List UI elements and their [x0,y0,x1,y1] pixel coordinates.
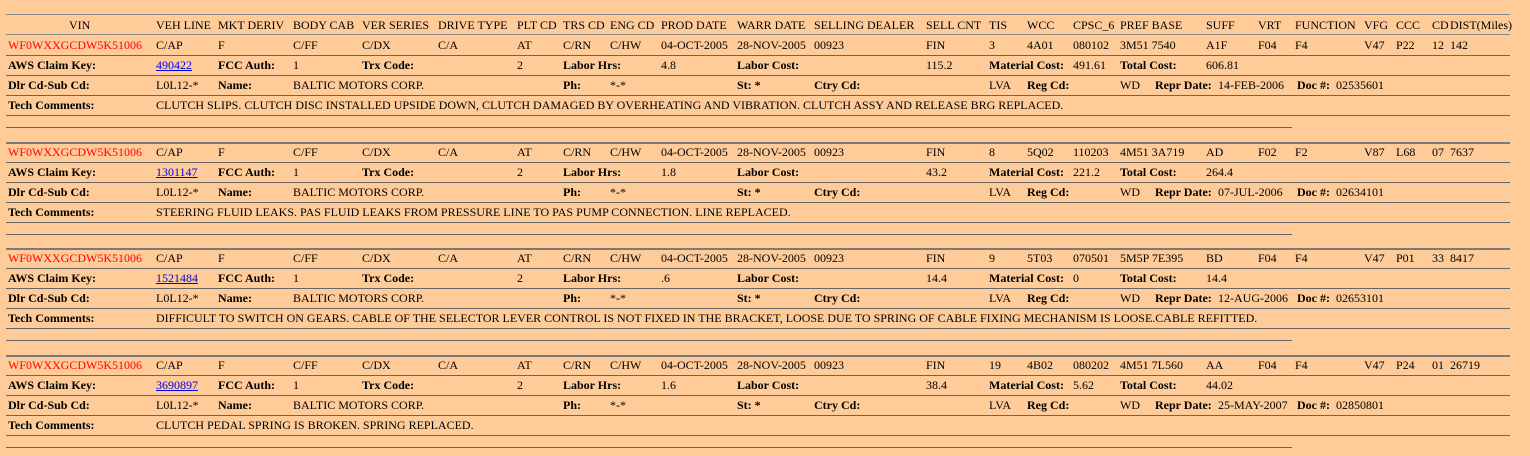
drive-type-value: C/A [438,358,459,372]
phone-value: *-* [610,291,626,305]
tech-comments-label: Tech Comments: [8,98,95,112]
dlr-cd-sub-cd-label: Dlr Cd-Sub Cd: [8,398,90,412]
phone-label: Ph: [563,78,581,92]
labor-hrs-label: Labor Hrs: [563,378,622,392]
ctry-cd-value: LVA [989,78,1012,92]
dlr-cd-sub-cd-label: Dlr Cd-Sub Cd: [8,185,90,199]
prod-date-value: 04-OCT-2005 [661,145,728,159]
row-rule [6,202,1510,203]
sell-cnt-value: FIN [926,251,946,265]
column-header-suff: SUFF [1206,18,1235,32]
doc-num-value: 02653101 [1336,291,1384,305]
material-cost-value: 0 [1073,271,1079,285]
row-rule [6,268,1510,269]
ccc-value: P24 [1396,358,1415,372]
body-cab-value: C/FF [293,358,318,372]
pref-base-value: 4M51 7L560 [1120,358,1183,372]
veh-line-value: C/AP [156,145,183,159]
wcc-value: 4B02 [1027,358,1054,372]
tech-comments-value: DIFFICULT TO SWITCH ON GEARS. CABLE OF THE SELECTOR LEVER CONTROL IS NOT FIXED IN THE BRACKET, LOOSE DUE TO SPRING OF CABLE FIXING MECHANISM IS LOOSE.CABLE REFITTED. [156,311,1258,325]
repr-date-label: Repr Date: [1155,291,1212,305]
labor-hrs-label: Labor Hrs: [563,58,622,72]
cd-value: 07 [1432,145,1444,159]
column-header-trs-cd: TRS CD [563,18,605,32]
dlr-cd-sub-cd-value: L0L12-* [156,78,199,92]
dlr-cd-sub-cd-label: Dlr Cd-Sub Cd: [8,78,90,92]
dealer-name-label: Name: [218,185,252,199]
sell-cnt-value: FIN [926,38,946,52]
total-cost-value: 44.02 [1206,378,1233,392]
dealer-name-label: Name: [218,291,252,305]
cd-value: 33 [1432,251,1444,265]
fcc-auth-label: FCC Auth: [218,378,276,392]
ccc-value: P01 [1396,251,1415,265]
state-label: St: * [737,291,761,305]
wcc-value: 5Q02 [1027,145,1054,159]
vrt-value: F04 [1258,358,1277,372]
eng-cd-value: C/HW [610,38,642,52]
dealer-name-label: Name: [218,398,252,412]
ctry-cd-value: LVA [989,291,1012,305]
reg-cd-value: WD [1120,185,1140,199]
cd-value: 01 [1432,358,1444,372]
dlr-cd-sub-cd-value: L0L12-* [156,398,199,412]
row-rule [6,288,1510,289]
labor-hrs-value: 1.8 [661,165,676,179]
fcc-auth-value: 1 [293,165,299,179]
mkt-deriv-value: F [218,145,225,159]
row-rule [6,328,1510,329]
trx-code-label: Trx Code: [362,165,415,179]
mkt-deriv-value: F [218,38,225,52]
column-header-veh-line: VEH LINE [156,18,211,32]
total-cost-label: Total Cost: [1120,378,1177,392]
suff-value: A1F [1206,38,1228,52]
pref-base-value: 5M5P 7E395 [1120,251,1184,265]
vfg-value: V47 [1364,358,1385,372]
row-rule [6,162,1510,163]
wcc-value: 5T03 [1027,251,1053,265]
veh-line-value: C/AP [156,251,183,265]
dealer-name-label: Name: [218,78,252,92]
veh-line-value: C/AP [156,38,183,52]
fcc-auth-value: 1 [293,58,299,72]
drive-type-value: C/A [438,145,459,159]
vin-value: WF0WXXGCDW5K51006 [8,251,142,265]
reg-cd-value: WD [1120,78,1140,92]
selling-dealer-value: 00923 [814,38,844,52]
repr-date-value: 25-MAY-2007 [1218,398,1288,412]
labor-hrs-label: Labor Hrs: [563,271,622,285]
material-cost-label: Material Cost: [989,378,1064,392]
tis-value: 3 [989,38,995,52]
cpsc-value: 080102 [1073,38,1109,52]
reg-cd-label: Reg Cd: [1027,78,1070,92]
aws-claim-key-label: AWS Claim Key: [8,58,96,72]
fcc-auth-value: 1 [293,378,299,392]
warr-date-value: 28-NOV-2005 [737,251,806,265]
row-rule [6,222,1510,223]
suff-value: AD [1206,145,1224,159]
cd-value: 12 [1432,38,1444,52]
fcc-auth-label: FCC Auth: [218,58,276,72]
total-cost-value: 606.81 [1206,58,1239,72]
repr-date-label: Repr Date: [1155,78,1212,92]
mkt-deriv-value: F [218,251,225,265]
reg-cd-value: WD [1120,398,1140,412]
row-rule [6,415,1510,416]
labor-hrs-value: 4.8 [661,58,676,72]
labor-cost-label: Labor Cost: [737,378,800,392]
ver-series-value: C/DX [362,145,391,159]
tech-comments-value: CLUTCH SLIPS. CLUTCH DISC INSTALLED UPSIDE DOWN, CLUTCH DAMAGED BY OVERHEATING AND VIBRATION. CLUTCH ASSY AND RELEASE BRG REPLACED. [156,98,1064,112]
record-separator-rule [6,340,1292,341]
warr-date-value: 28-NOV-2005 [737,358,806,372]
body-cab-value: C/FF [293,145,318,159]
column-header-vin: VIN [69,18,91,32]
row-rule [6,75,1510,76]
column-header-sell-cnt: SELL CNT [926,18,982,32]
material-cost-label: Material Cost: [989,58,1064,72]
tis-value: 19 [989,358,1001,372]
total-cost-label: Total Cost: [1120,58,1177,72]
state-label: St: * [737,185,761,199]
drive-type-value: C/A [438,251,459,265]
aws-claim-key-link[interactable]: 3690897 [156,378,198,392]
sell-cnt-value: FIN [926,358,946,372]
column-header-ver-series: VER SERIES [362,18,430,32]
trx-code-value: 2 [517,165,523,179]
aws-claim-key-link[interactable]: 1301147 [156,165,198,179]
repr-date-value: 07-JUL-2006 [1218,185,1283,199]
column-header-pref-base: PREF BASE [1120,18,1183,32]
record-separator-rule [6,127,1292,128]
labor-hrs-label: Labor Hrs: [563,165,622,179]
labor-cost-value: 43.2 [926,165,947,179]
suff-value: AA [1206,358,1224,372]
prod-date-value: 04-OCT-2005 [661,251,728,265]
fcc-auth-value: 1 [293,271,299,285]
dealer-name-value: BALTIC MOTORS CORP. [293,78,425,92]
dlr-cd-sub-cd-value: L0L12-* [156,291,199,305]
ccc-value: P22 [1396,38,1415,52]
column-header-tis: TIS [989,18,1007,32]
trx-code-value: 2 [517,378,523,392]
phone-value: *-* [610,78,626,92]
tis-value: 8 [989,145,995,159]
phone-label: Ph: [563,291,581,305]
tech-comments-value: STEERING FLUID LEAKS. PAS FLUID LEAKS FROM PRESSURE LINE TO PAS PUMP CONNECTION. LINE REPLACED. [156,205,791,219]
labor-cost-value: 38.4 [926,378,947,392]
row-rule [6,55,1510,56]
plt-cd-value: AT [517,38,532,52]
repr-date-label: Repr Date: [1155,185,1212,199]
body-cab-value: C/FF [293,251,318,265]
labor-cost-value: 14.4 [926,271,947,285]
trx-code-value: 2 [517,58,523,72]
doc-num-value: 02850801 [1336,398,1384,412]
column-header-vrt: VRT [1258,18,1282,32]
record-top-rule [6,355,1510,357]
eng-cd-value: C/HW [610,145,642,159]
column-header-warr-date: WARR DATE [737,18,806,32]
plt-cd-value: AT [517,251,532,265]
warr-date-value: 28-NOV-2005 [737,145,806,159]
doc-num-value: 02634101 [1336,185,1384,199]
dealer-name-value: BALTIC MOTORS CORP. [293,185,425,199]
phone-value: *-* [610,185,626,199]
function-value: F2 [1295,145,1308,159]
total-cost-value: 14.4 [1206,271,1227,285]
repr-date-value: 12-AUG-2006 [1218,291,1288,305]
dist-value: 8417 [1450,251,1474,265]
reg-cd-label: Reg Cd: [1027,185,1070,199]
cpsc-value: 110203 [1073,145,1109,159]
labor-cost-label: Labor Cost: [737,165,800,179]
row-rule [6,115,1510,116]
labor-cost-value: 115.2 [926,58,953,72]
trx-code-value: 2 [517,271,523,285]
dist-value: 7637 [1450,145,1474,159]
vfg-value: V87 [1364,145,1385,159]
record-separator-rule [6,447,1292,448]
material-cost-label: Material Cost: [989,165,1064,179]
plt-cd-value: AT [517,358,532,372]
state-label: St: * [737,398,761,412]
body-cab-value: C/FF [293,38,318,52]
trs-cd-value: C/RN [563,145,592,159]
column-header-function: FUNCTION [1295,18,1356,32]
trx-code-label: Trx Code: [362,378,415,392]
total-cost-label: Total Cost: [1120,271,1177,285]
row-rule [6,395,1510,396]
mkt-deriv-value: F [218,358,225,372]
aws-claim-key-label: AWS Claim Key: [8,271,96,285]
plt-cd-value: AT [517,145,532,159]
column-header-prod-date: PROD DATE [661,18,727,32]
column-header-selling-dealer: SELLING DEALER [814,18,915,32]
vfg-value: V47 [1364,251,1385,265]
selling-dealer-value: 00923 [814,251,844,265]
function-value: F4 [1295,358,1308,372]
ctry-cd-value: LVA [989,185,1012,199]
reg-cd-value: WD [1120,291,1140,305]
pref-base-value: 3M51 7540 [1120,38,1176,52]
dist-value: 142 [1450,38,1468,52]
phone-value: *-* [610,398,626,412]
aws-claim-key-label: AWS Claim Key: [8,378,96,392]
cpsc-value: 070501 [1073,251,1109,265]
vin-value: WF0WXXGCDW5K51006 [8,145,142,159]
doc-num-label: Doc #: [1297,185,1330,199]
trs-cd-value: C/RN [563,38,592,52]
ctry-cd-label: Ctry Cd: [814,185,861,199]
selling-dealer-value: 00923 [814,358,844,372]
doc-num-value: 02535601 [1336,78,1384,92]
veh-line-value: C/AP [156,358,183,372]
repr-date-value: 14-FEB-2006 [1218,78,1284,92]
record-top-rule [6,142,1510,144]
warr-date-value: 28-NOV-2005 [737,38,806,52]
repr-date-label: Repr Date: [1155,398,1212,412]
eng-cd-value: C/HW [610,358,642,372]
state-label: St: * [737,78,761,92]
row-rule [6,435,1510,436]
phone-label: Ph: [563,185,581,199]
prod-date-value: 04-OCT-2005 [661,38,728,52]
dist-value: 26719 [1450,358,1480,372]
cpsc-value: 080202 [1073,358,1109,372]
labor-hrs-value: .6 [661,271,670,285]
doc-num-label: Doc #: [1297,291,1330,305]
vrt-value: F04 [1258,38,1277,52]
vrt-value: F02 [1258,145,1277,159]
dealer-name-value: BALTIC MOTORS CORP. [293,291,425,305]
column-header-drive-type: DRIVE TYPE [438,18,508,32]
ctry-cd-label: Ctry Cd: [814,291,861,305]
dlr-cd-sub-cd-label: Dlr Cd-Sub Cd: [8,291,90,305]
trx-code-label: Trx Code: [362,271,415,285]
column-header-wcc: WCC [1027,18,1055,32]
doc-num-label: Doc #: [1297,398,1330,412]
doc-num-label: Doc #: [1297,78,1330,92]
column-header-vfg: VFG [1364,18,1389,32]
material-cost-value: 5.62 [1073,378,1094,392]
record-top-rule [6,248,1510,250]
column-header-mkt-deriv: MKT DERIV [218,18,285,32]
labor-hrs-value: 1.6 [661,378,676,392]
total-cost-value: 264.4 [1206,165,1233,179]
tech-comments-label: Tech Comments: [8,311,95,325]
function-value: F4 [1295,251,1308,265]
suff-value: BD [1206,251,1223,265]
labor-cost-label: Labor Cost: [737,271,800,285]
tech-comments-label: Tech Comments: [8,205,95,219]
total-cost-label: Total Cost: [1120,165,1177,179]
prod-date-value: 04-OCT-2005 [661,358,728,372]
trx-code-label: Trx Code: [362,58,415,72]
fcc-auth-label: FCC Auth: [218,271,276,285]
ver-series-value: C/DX [362,358,391,372]
trs-cd-value: C/RN [563,251,592,265]
trs-cd-value: C/RN [563,358,592,372]
vin-value: WF0WXXGCDW5K51006 [8,358,142,372]
ctry-cd-label: Ctry Cd: [814,398,861,412]
labor-cost-label: Labor Cost: [737,58,800,72]
column-header-dist: DIST(Miles) [1450,18,1512,32]
row-rule [6,182,1510,183]
eng-cd-value: C/HW [610,251,642,265]
record-separator-rule [6,234,1292,235]
row-rule [6,95,1510,96]
ctry-cd-value: LVA [989,398,1012,412]
header-bottom-rule [6,34,1510,35]
column-header-cpsc: CPSC_6 [1073,18,1115,32]
phone-label: Ph: [563,398,581,412]
fcc-auth-label: FCC Auth: [218,165,276,179]
aws-claim-key-link[interactable]: 1521484 [156,271,198,285]
pref-base-value: 4M51 3A719 [1120,145,1185,159]
column-header-body-cab: BODY CAB [293,18,355,32]
ccc-value: L68 [1396,145,1416,159]
row-rule [6,375,1510,376]
aws-claim-key-link[interactable]: 490422 [156,58,192,72]
function-value: F4 [1295,38,1308,52]
tis-value: 9 [989,251,995,265]
selling-dealer-value: 00923 [814,145,844,159]
dlr-cd-sub-cd-value: L0L12-* [156,185,199,199]
dealer-name-value: BALTIC MOTORS CORP. [293,398,425,412]
vin-value: WF0WXXGCDW5K51006 [8,38,142,52]
reg-cd-label: Reg Cd: [1027,398,1070,412]
column-header-plt-cd: PLT CD [517,18,557,32]
tech-comments-value: CLUTCH PEDAL SPRING IS BROKEN. SPRING REPLACED. [156,418,474,432]
aws-claim-key-label: AWS Claim Key: [8,165,96,179]
drive-type-value: C/A [438,38,459,52]
material-cost-value: 221.2 [1073,165,1100,179]
ver-series-value: C/DX [362,251,391,265]
row-rule [6,308,1510,309]
header-top-rule [6,14,1510,15]
material-cost-value: 491.61 [1073,58,1106,72]
vrt-value: F04 [1258,251,1277,265]
wcc-value: 4A01 [1027,38,1054,52]
sell-cnt-value: FIN [926,145,946,159]
column-header-ccc: CCC [1396,18,1421,32]
tech-comments-label: Tech Comments: [8,418,95,432]
vfg-value: V47 [1364,38,1385,52]
reg-cd-label: Reg Cd: [1027,291,1070,305]
column-header-eng-cd: ENG CD [610,18,655,32]
ver-series-value: C/DX [362,38,391,52]
material-cost-label: Material Cost: [989,271,1064,285]
ctry-cd-label: Ctry Cd: [814,78,861,92]
column-header-cd: CD [1432,18,1449,32]
